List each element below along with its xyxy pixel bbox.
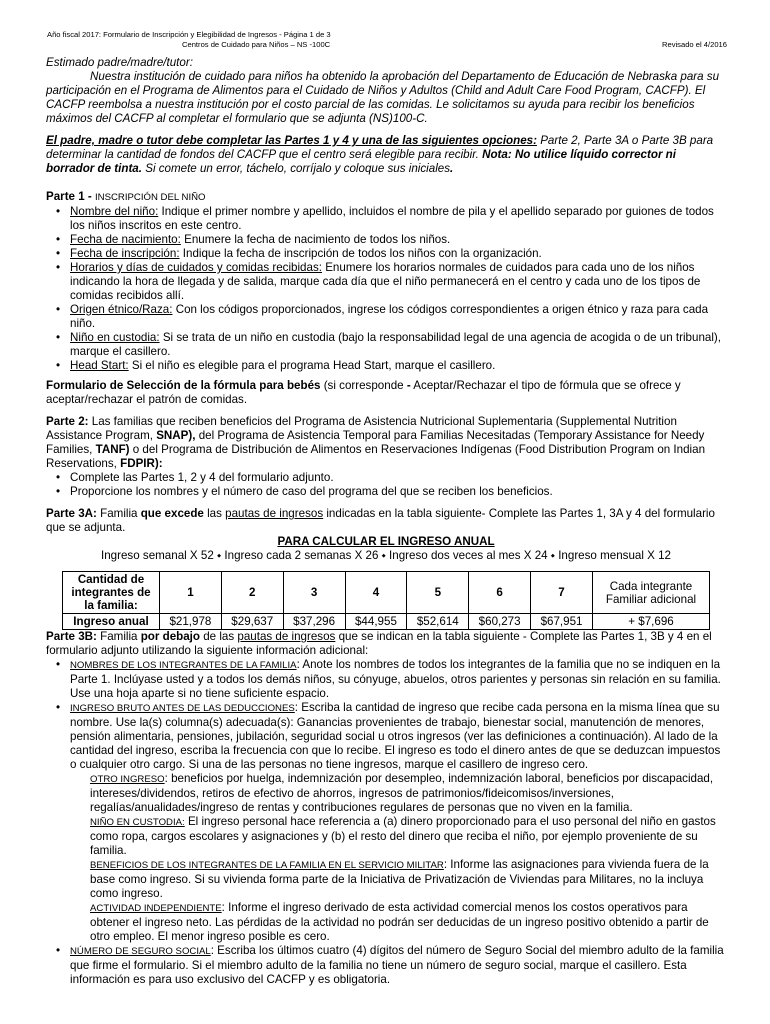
list-item: • Niño en custodia: Si se trata de un niño en custodia (bajo la responsabilidad legal de una agencia de acogida o de un tribunal), marque el casillero.: [70, 331, 726, 359]
list-item: • Proporcione los nombres y el número de caso del programa del que se reciben los beneficios.: [70, 485, 726, 499]
header-revised-date: Revisado el 4/2016: [661, 39, 727, 49]
instructions-note: Nota: No utilice líquido corrector ni borrador de tinta.: [46, 148, 676, 175]
table-row: [63, 572, 710, 614]
list-item: • Fecha de nacimiento: Enumere la fecha de nacimiento de todos los niños.: [70, 233, 726, 247]
parte1-list: [46, 205, 726, 373]
parte2-list: [46, 471, 726, 499]
table-cell: $29,637: [221, 614, 283, 630]
header-form-title: Año fiscal 2017: Formulario de Inscripción y Elegibilidad de Ingresos - Página 1 de 3: [47, 30, 331, 39]
parte2-paragraph: Parte 2: Las familias que reciben beneficios del Programa de Asistencia Nutricional Suplementaria (Supplemental Nutrition Assistance Program, SNAP), del Programa de Asistencia Temporal para Familias Necesitadas (Temporary Assistance for Needy Families, TANF) o del Programa de Distribución de Alimentos en Reservaciones Indígenas (Food Distribution Program on Indian Reservations, FDPIR):: [46, 415, 706, 470]
salutation: Estimado padre/madre/tutor:: [46, 56, 193, 69]
definition-item: OTRO INGRESO: beneficios por huelga, indemnización por desempleo, indemnización laboral, beneficios por discapacidad, intereses/dividendos, retiros de efectivo de ahorros, ingresos de patrimonios/fideicomisos/inversiones, regalías/anualidades/ingreso de rentas y contribuciones regulares de personas que no viven en la familia.: [90, 772, 714, 814]
parte1-heading: Parte 1 - INSCRIPCIÓN DEL NIÑO: [46, 190, 206, 203]
table-cell: $60,273: [469, 614, 531, 630]
additional-member-header: Cada integrante Familiar adicional: [593, 572, 710, 614]
instructions-heading: El padre, madre o tutor debe completar las Partes 1 y 4 y una de las siguientes opciones:: [46, 134, 537, 147]
list-item: • NOMBRES DE LOS INTEGRANTES DE LA FAMILIA: Anote los nombres de todos los integrantes de la familia que no se indiquen en la Parte 1. Inclúyase usted y a todos los demás niños, su cónyuge, abuelos, otros parientes y personas sin relación en su familia. Use una hoja aparte si no tiene suficiente espacio.: [70, 658, 726, 701]
table-cell: 7: [531, 572, 593, 614]
document-body: [46, 56, 726, 987]
annual-income-label: Ingreso anual: [63, 614, 160, 630]
parte3b-list: [46, 658, 726, 987]
table-cell: 6: [469, 572, 531, 614]
table-cell: + $7,696: [593, 614, 710, 630]
definition-item: BENEFICIOS DE LOS INTEGRANTES DE LA FAMILIA EN EL SERVICIO MILITAR: Informe las asignaciones para vivienda fuera de la base como ingreso. Si su vivienda forma parte de la Iniciativa de Privatización de Viviendas para Militares, no la incluya como ingreso.: [90, 858, 709, 900]
header-form-code: Centros de Cuidado para Niños – NS -100C: [182, 39, 331, 49]
list-item: • Origen étnico/Raza: Con los códigos proporcionados, ingrese los códigos correspondientes a origen étnico y raza para cada niño.: [70, 303, 726, 331]
list-item: • Fecha de inscripción: Indique la fecha de inscripción de todos los niños con la organización.: [70, 247, 726, 261]
formula-paragraph: Formulario de Selección de la fórmula para bebés (si corresponde - Aceptar/Rechazar el tipo de fórmula que se ofrece y aceptar/rechazar el patrón de comidas.: [46, 379, 681, 406]
list-item: • INGRESO BRUTO ANTES DE LAS DEDUCCIONES: Escriba la cantidad de ingreso que recibe cada persona en la misma línea que su nombre. Use la(s) columna(s) adecuada(s): Ganancias provenientes de trabajo, bienestar social, manutención de menores, pensión alimentaria, pensiones, jubilación, seguridad social u otros ingresos (ver las definiciones a continuación). Al lado de la cantidad del ingreso, escriba la frecuencia con que lo recibe. El ingreso es todo el dinero antes de que se deduzcan impuestos o cualquier otro cargo. Si una de las personas no tiene ingresos, marque el casillero de ingreso cero. OTRO INGRESO: beneficios por huelga, indemnización por desempleo, indemnización laboral, beneficios por discapacidad, intereses/dividendos, retiros de efectivo de ahorros, ingresos de patrimonios/fideicomisos/inversiones, regalías/anualidades/ingreso de rentas y contribuciones regulares de personas que no viven en la familia. NIÑO EN CUSTODIA: El ingreso personal hace referencia a (a) dinero proporcionado para el uso personal del niño en gastos como ropa, cargos escolares y asignaciones y (b) el resto del dinero que reciba el niño, por ejemplo proveniente de su familia. BENEFICIOS DE LOS INTEGRANTES DE LA FAMILIA EN EL SERVICIO MILITAR: Informe las asignaciones para vivienda fuera de la base como ingreso. Si su vivienda forma parte de la Iniciativa de Privatización de Viviendas para Militares, no la incluya como ingreso. ACTIVIDAD INDEPENDIENTE: Informe el ingreso derivado de esta actividad comercial menos los costos operativos para obtener el ingreso neto. Las pérdidas de la actividad no podrán ser deducidas de un ingreso positivo obtenido a partir de otro empleo. El menor ingreso posible es cero.: [70, 701, 726, 944]
page-header: [47, 30, 727, 49]
table-row: [63, 614, 710, 630]
income-guidelines-table: [62, 571, 710, 630]
definition-item: ACTIVIDAD INDEPENDIENTE: Informe el ingreso derivado de esta actividad comercial menos los costos operativos para obtener el ingreso neto. Las pérdidas de la actividad no podrán ser deducidas de un ingreso positivo obtenido a partir de otro empleo. El menor ingreso posible es cero.: [90, 901, 709, 943]
parte3b-paragraph: Parte 3B: Familia por debajo de las pautas de ingresos que se indican en la tabla siguiente - Complete las Partes 1, 3B y 4 en el formulario adjunto utilizando la siguiente información adicional:: [46, 630, 712, 657]
instructions-paragraph: El padre, madre o tutor debe completar las Partes 1 y 4 y una de las siguientes opciones: Parte 2, Parte 3A o Parte 3B para determinar la cantidad de fondos del CACFP que el centro será elegible para recibir. Nota: No utilice líquido corrector ni borrador de tinta. Si comete un error, táchelo, corríjalo y coloque sus iniciales.: [46, 134, 714, 175]
parte3a-paragraph: Parte 3A: Familia que excede las pautas de ingresos indicadas en la tabla siguiente- Complete las Partes 1, 3A y 4 del formulario que se adjunta.: [46, 507, 715, 534]
list-item: • Nombre del niño: Indique el primer nombre y apellido, incluidos el nombre de pila y el apellido separado por guiones de todos los niños inscritos en este centro.: [70, 205, 726, 233]
list-item: • Complete las Partes 1, 2 y 4 del formulario adjunto.: [70, 471, 726, 485]
table-cell: $52,614: [407, 614, 469, 630]
table-cell: 5: [407, 572, 469, 614]
table-cell: $44,955: [345, 614, 407, 630]
income-definitions: [70, 772, 726, 944]
definition-item: NIÑO EN CUSTODIA: El ingreso personal hace referencia a (a) dinero proporcionado para el uso personal del niño en gastos como ropa, cargos escolares y asignaciones y (b) el resto del dinero que reciba el niño, por ejemplo proveniente de su familia.: [90, 815, 716, 857]
table-cell: 1: [160, 572, 222, 614]
table-cell: $21,978: [160, 614, 222, 630]
table-cell: 2: [221, 572, 283, 614]
table-cell: $37,296: [283, 614, 345, 630]
annual-income-formula: Ingreso semanal X 52 ⬩ Ingreso cada 2 semanas X 26 ⬩ Ingreso dos veces al mes X 24 ⬩ Ingreso mensual X 12: [101, 549, 671, 562]
intro-paragraph: Nuestra institución de cuidado para niños ha obtenido la aprobación del Departamento de Educación de Nebraska para su participación en el Programa de Alimentos para el Cuidado de Niños y Adultos (Child and Adult Care Food Program, CACFP). El CACFP reembolsa a nuestra institución por el costo parcial de las comidas. Le solicitamos su ayuda para recibir los beneficios máximos del CACFP al completar el formulario que se adjunta (NS)100-C.: [46, 70, 720, 125]
table-cell: $67,951: [531, 614, 593, 630]
annual-income-title: PARA CALCULAR EL INGRESO ANUAL: [277, 535, 495, 548]
household-size-header: Cantidad de integrantes de la familia:: [63, 572, 160, 614]
table-cell: 4: [345, 572, 407, 614]
list-item: • Head Start: Si el niño es elegible para el programa Head Start, marque el casillero.: [70, 359, 726, 373]
table-cell: 3: [283, 572, 345, 614]
list-item: • Horarios y días de cuidados y comidas recibidas: Enumere los horarios normales de cuidados para cada uno de los niños indicando la hora de llegada y de salida, marque cada día que el niño permanecerá en el centro y cada uno de los tipos de comidas recibidos allí.: [70, 261, 726, 303]
list-item: • NÚMERO DE SEGURO SOCIAL: Escriba los últimos cuatro (4) dígitos del número de Seguro Social del miembro adulto de la familia que firme el formulario. Si el miembro adulto de la familia no tiene un número de seguro social, marque el casillero. Esta información es para uso exclusivo del CACFP y es obligatoria.: [70, 944, 726, 987]
